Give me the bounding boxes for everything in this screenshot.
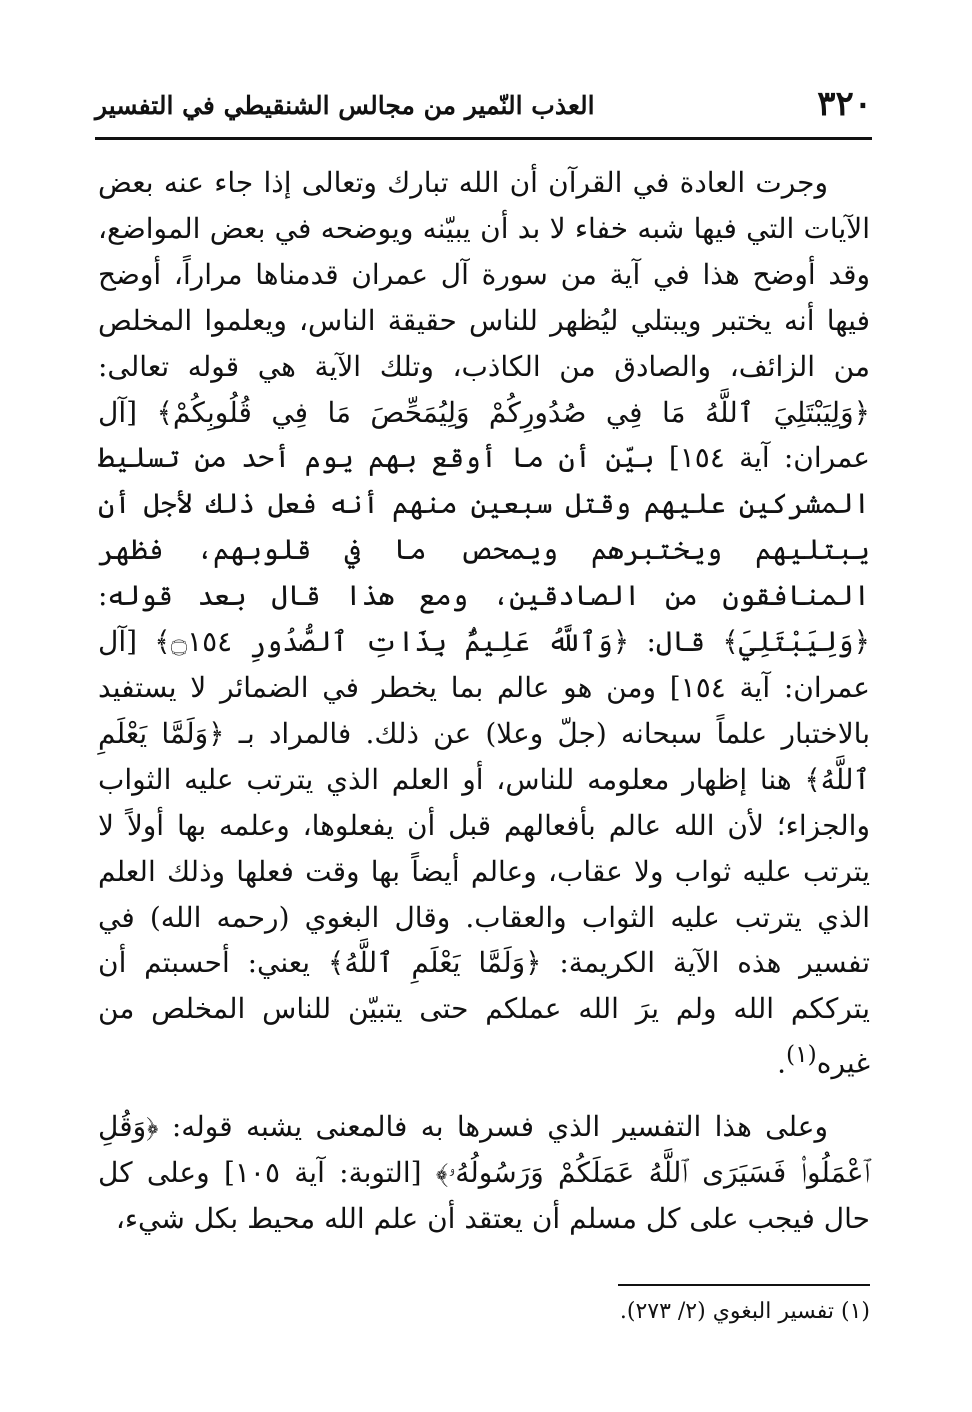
main-text bbox=[98, 160, 870, 1242]
paragraph-1-end: . bbox=[777, 1046, 787, 1080]
paragraph-1 bbox=[98, 160, 870, 1086]
page-number: ٣٢٠ bbox=[817, 84, 872, 124]
footnote: (١) تفسير البغوي (٢/ ٢٧٣). bbox=[619, 1299, 870, 1324]
footnote-marker: (١) bbox=[786, 1040, 817, 1069]
paragraph-2: وعلى هذا التفسير الذي فسرها به فالمعنى يشبه قوله: ﴿وَقُلِ ٱعْمَلُوا۟ فَسَيَرَى ٱللَّهُ عَمَلَكُمْ وَرَسُولُهُۥ﴾ [التوبة: آية ١٠٥] وعلى كل حال فيجب على كل مسلم أن يعتقد أن علم الله محيط بكل شيء، bbox=[98, 1110, 870, 1236]
paragraph-1-text: وجرت العادة في القرآن أن الله تبارك وتعالى إذا جاء عنه بعض الآيات التي فيها شبه خفاء لا بد أن يبيّنه ويوضحه في بعض المواضع، وقد أوضح هذا في آية من سورة آل عمران قدمناها مراراً، أوضح فيها أنه يختبر ويبتلي ليُظهر للناس حقيقة الناس، ويعلموا المخلص من الزائف، والصادق من الكاذب، وتلك الآية هي قوله تعالى: ﴿وَلِيَبْتَلِيَ ٱللَّهُ مَا فِي صُدُورِكُمْ وَلِيُمَحِّصَ مَا فِي قُلُوبِكُمْ﴾ [آل عمران: آية ١٥٤] بيّن أن ما أوقع بهم يوم أحد من تسليط المشركين عليهم وقتل سبعين منهم أنه فعل ذلك لأجل أن يبتليهم ويختبرهم ويمحص ما في قلوبهم، فظهر المنافقون من الصادقين، ومع هذا قال بعد قوله: ﴿وَلِيَبْتَلِيَ﴾ قال: ﴿وَٱللَّهُ عَلِيمٌۢ بِذَاتِ ٱلصُّدُورِ ۝١٥٤﴾ [آل عمران: آية ١٥٤] ومن هو عالم بما يخطر في الضمائر لا يستفيد بالاختبار علماً سبحانه (جلّ وعلا) عن ذلك. فالمراد بـ ﴿وَلَمَّا يَعْلَمِ ٱللَّهُ﴾ هنا إظهار معلومه للناس، أو العلم الذي يترتب عليه الثواب والجزاء؛ لأن الله عالم بأفعالهم قبل أن يفعلوها، وعلمه بها أولاً لا يترتب عليه ثواب ولا عقاب، وعالم أيضاً بها وقت فعلها وذلك العلم الذي يترتب عليه الثواب والعقاب. وقال البغوي (رحمه الله) في تفسير هذه الآية الكريمة: ﴿وَلَمَّا يَعْلَمِ ٱللَّهُ﴾ يعني: أحسبتم أن يترككم الله ولم يرَ الله عملكم حتى يتبيّن للناس المخلص من غيره bbox=[98, 166, 870, 1080]
header-divider bbox=[95, 137, 872, 140]
page-header bbox=[95, 80, 872, 136]
footnote-divider bbox=[618, 1284, 870, 1286]
running-title: العذب النّمير من مجالس الشنقيطي في التفسير bbox=[95, 91, 595, 120]
